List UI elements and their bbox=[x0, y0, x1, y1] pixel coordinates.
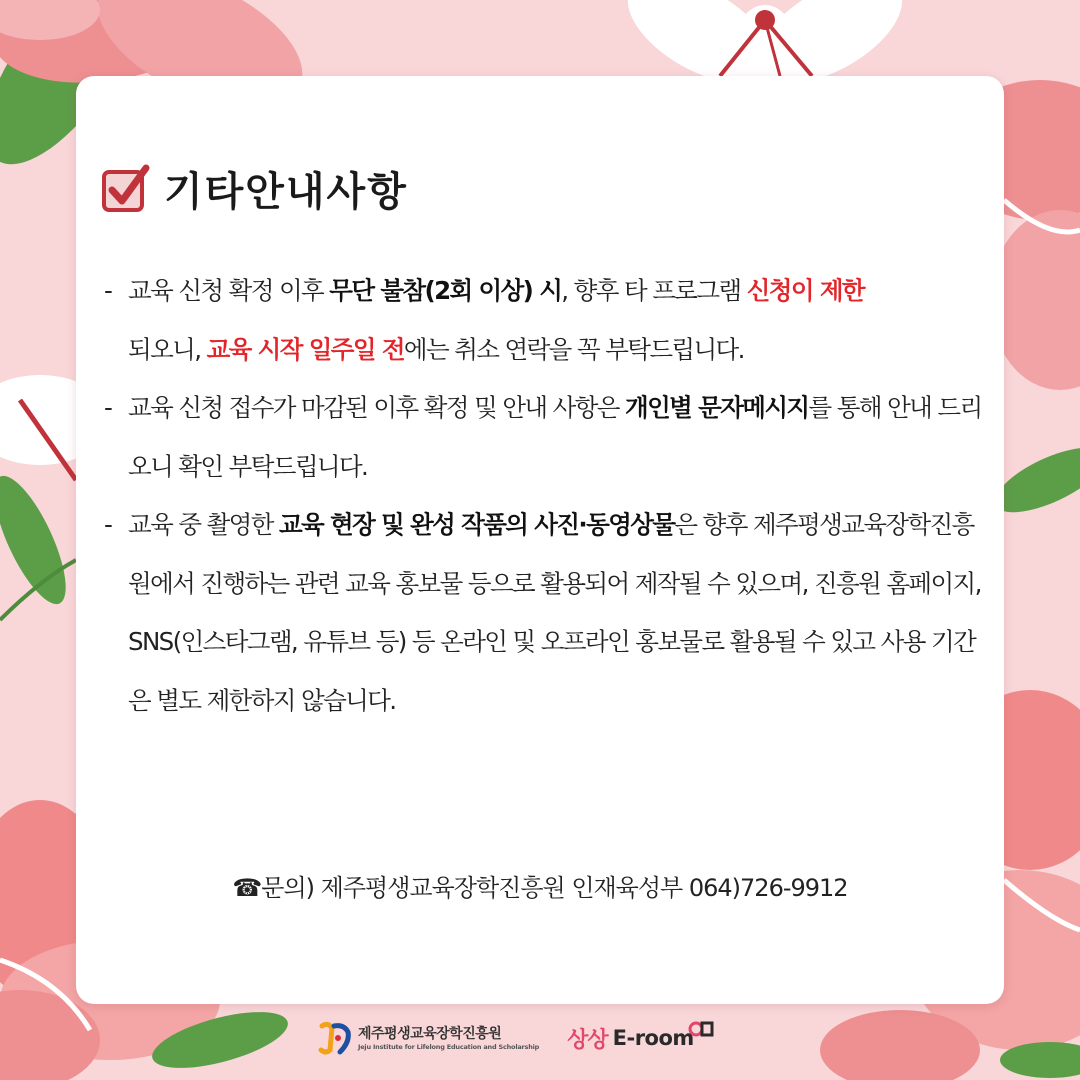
text-red-highlight: 신청이 제한 bbox=[746, 276, 864, 305]
text-normal: 교육 신청 접수가 마감된 이후 확정 및 안내 사항은 bbox=[128, 393, 626, 422]
notice-text bbox=[128, 496, 984, 730]
page-title: 기타안내사항 bbox=[164, 169, 408, 215]
institute-logo bbox=[318, 1020, 539, 1056]
footer-logos bbox=[318, 1020, 714, 1056]
heading-row bbox=[100, 160, 408, 217]
text-red-highlight: 교육 시작 일주일 전 bbox=[206, 334, 404, 364]
institute-name: 제주평생교육장학진흥원 bbox=[358, 1025, 502, 1042]
text-bold: 무단 불참(2회 이상) 시 bbox=[329, 276, 562, 305]
notice-text bbox=[128, 262, 984, 379]
eroom-logo bbox=[567, 1023, 714, 1054]
eroom-logo-icon bbox=[688, 1017, 714, 1041]
text-normal: , 향후 타 프로그램 bbox=[561, 276, 747, 305]
text-bold: 교육 현장 및 완성 작품의 사진·동영상물 bbox=[278, 510, 675, 539]
institute-logo-icon bbox=[318, 1020, 352, 1056]
text-normal: 은 향후 제주평생교육장학진흥원에서 진행하는 관련 교육 홍보물 등으로 활용되어 제작될 수 있으며, 진흥원 홈페이지, SNS(인스타그램, 유튜브 등) 등 온라인 및 오프라인 홍보물로 활용될 수 있고 사용 기간은 별도 제한하지 않습니다. bbox=[128, 510, 981, 715]
notice-item bbox=[104, 379, 984, 496]
institute-name-english: Jeju Institute for Lifelong Education and Scholarship bbox=[358, 1042, 540, 1051]
notice-item bbox=[104, 496, 984, 730]
text-normal: 교육 중 촬영한 bbox=[128, 510, 279, 539]
notice-item bbox=[104, 262, 984, 379]
text-normal: 에는 취소 연락을 꼭 부탁드립니다. bbox=[403, 334, 744, 364]
notice-list bbox=[104, 262, 984, 730]
checkbox-checked-icon bbox=[100, 164, 150, 214]
contact-info: ☎문의) 제주평생교육장학진흥원 인재육성부 064)726-9912 bbox=[232, 874, 848, 902]
notice-text bbox=[128, 379, 984, 496]
text-bold: 개인별 문자메시지 bbox=[625, 393, 809, 422]
eroom-logo-english: E-room bbox=[612, 1026, 694, 1050]
text-normal: 교육 신청 확정 이후 bbox=[128, 276, 330, 305]
bullet-dash: - bbox=[104, 276, 112, 305]
eroom-logo-korean: 상상 bbox=[567, 1027, 608, 1053]
bullet-dash: - bbox=[104, 393, 112, 422]
text-normal: 되오니, bbox=[128, 334, 207, 364]
text-normal: 를 통해 안내 드리오니 확인 부탁드립니다. bbox=[128, 393, 982, 481]
bullet-dash: - bbox=[104, 510, 112, 539]
